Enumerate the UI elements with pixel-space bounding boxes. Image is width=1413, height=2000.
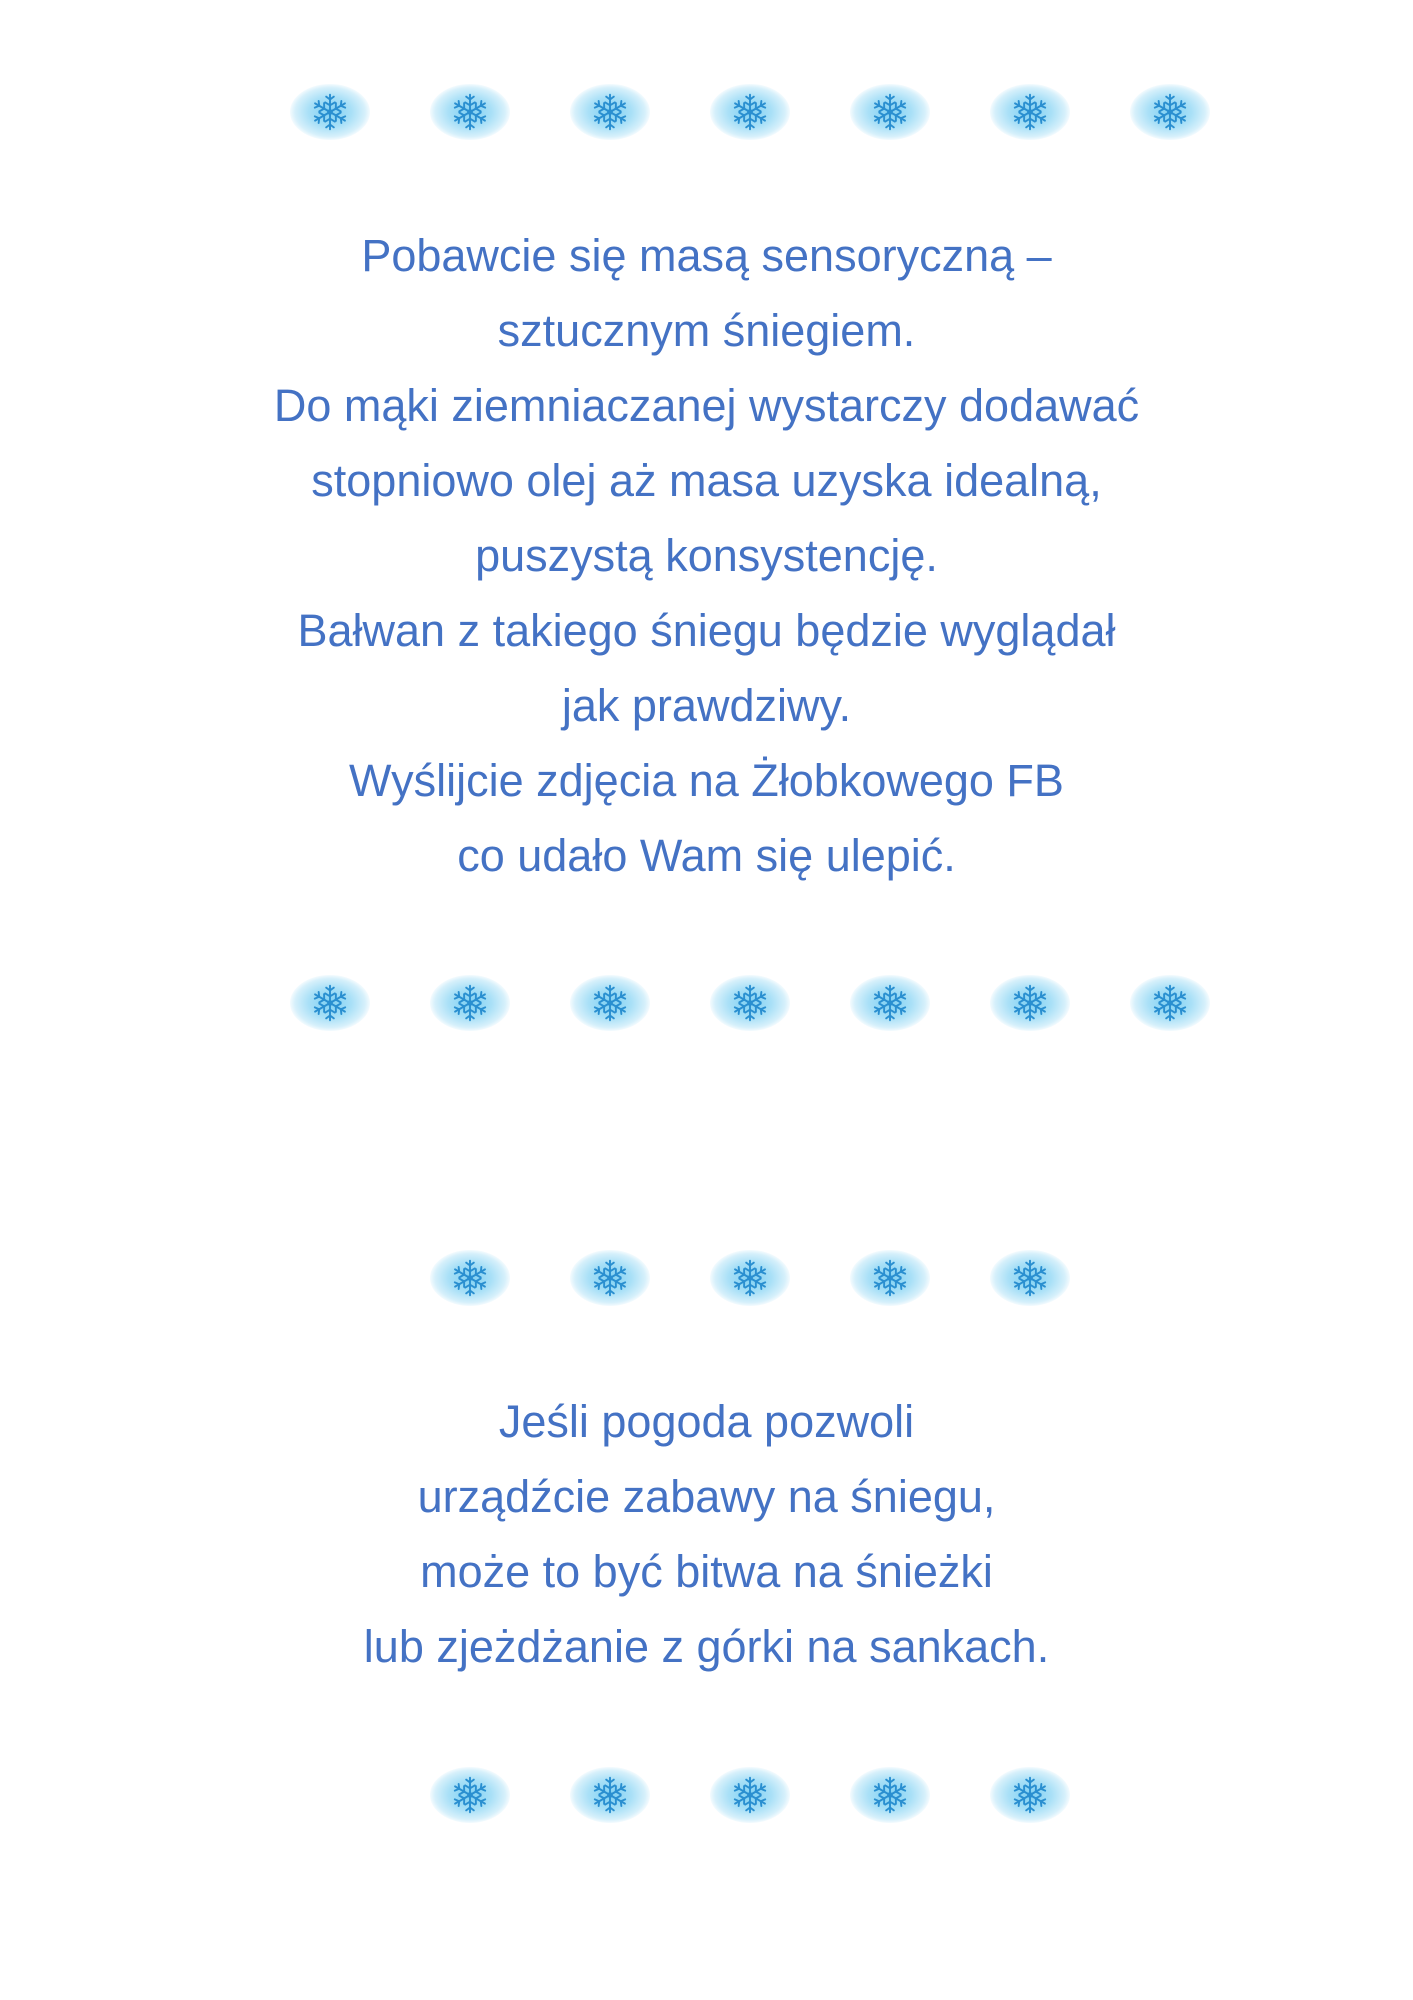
text-line: urządźcie zabawy na śniegu, <box>417 1471 996 1522</box>
snowflake-icon <box>710 1767 790 1823</box>
text-line: puszystą konsystencję. <box>475 530 938 581</box>
snowflake-icon <box>430 1250 510 1306</box>
snowflake-icon <box>850 84 930 140</box>
snowflake-icon <box>710 84 790 140</box>
snowflake-icon <box>990 84 1070 140</box>
text-line: Jeśli pogoda pozwoli <box>498 1396 915 1447</box>
instructions-snow-games <box>0 1384 1413 1684</box>
text-line: jak prawdziwy. <box>561 680 852 731</box>
snowflake-icon <box>990 1767 1070 1823</box>
instructions-sensory-snow <box>0 218 1413 893</box>
snowflake-icon <box>990 1250 1070 1306</box>
snowflake-border-middle <box>290 963 1210 1043</box>
text-line: Bałwan z takiego śniegu będzie wyglądał <box>297 605 1116 656</box>
text-line: może to być bitwa na śnieżki <box>420 1546 993 1597</box>
snowflake-icon <box>570 975 650 1031</box>
text-line: lub zjeżdżanie z górki na sankach. <box>363 1621 1050 1672</box>
snowflake-icon <box>990 975 1070 1031</box>
snowflake-icon <box>850 975 930 1031</box>
snowflake-border-second-top <box>430 1238 1070 1318</box>
snowflake-icon <box>710 1250 790 1306</box>
text-line: Do mąki ziemniaczanej wystarczy dodawać <box>273 380 1140 431</box>
snowflake-icon <box>570 1250 650 1306</box>
snowflake-icon <box>710 975 790 1031</box>
snowflake-icon <box>430 975 510 1031</box>
snowflake-border-bottom <box>430 1755 1070 1835</box>
snowflake-icon <box>290 975 370 1031</box>
text-line: stopniowo olej aż masa uzyska idealną, <box>311 455 1102 506</box>
snowflake-icon <box>570 84 650 140</box>
snowflake-icon <box>290 84 370 140</box>
text-line: Pobawcie się masą sensoryczną – <box>361 230 1052 281</box>
snowflake-icon <box>850 1250 930 1306</box>
snowflake-icon <box>430 1767 510 1823</box>
snowflake-icon <box>850 1767 930 1823</box>
snowflake-border-top <box>290 72 1210 152</box>
snowflake-icon <box>570 1767 650 1823</box>
text-line: sztucznym śniegiem. <box>497 305 916 356</box>
text-line: co udało Wam się ulepić. <box>457 830 956 881</box>
snowflake-icon <box>1130 84 1210 140</box>
snowflake-icon <box>1130 975 1210 1031</box>
snowflake-icon <box>430 84 510 140</box>
text-line: Wyślijcie zdjęcia na Żłobkowego FB <box>349 755 1064 806</box>
